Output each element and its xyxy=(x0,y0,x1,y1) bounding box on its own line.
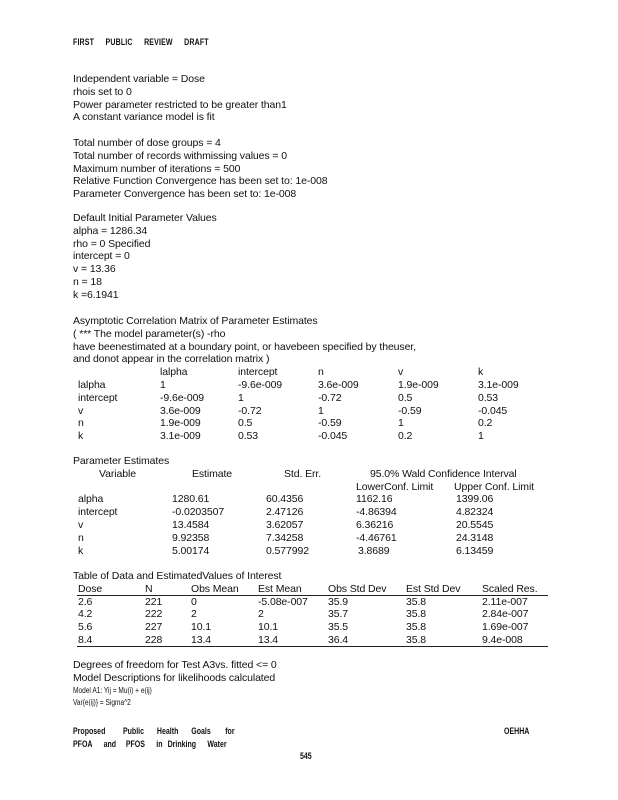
row-label: lalpha xyxy=(78,378,106,391)
cell: 3.6e-009 xyxy=(160,404,201,417)
section-title: Table of Data and EstimatedValues of Interest xyxy=(73,570,282,582)
section-title: Default Initial Parameter Values xyxy=(73,212,217,224)
text-line: rhois set to 0 xyxy=(73,85,132,98)
cell: 8.4 xyxy=(78,633,93,646)
text-line: Power parameter restricted to be greater than1 xyxy=(73,98,287,111)
cell: intercept xyxy=(78,506,118,519)
cell: -5.08e-007 xyxy=(258,595,308,608)
footer-word: Goals xyxy=(191,726,211,736)
estimates-header-row xyxy=(73,468,553,481)
matrix-header-row xyxy=(73,366,553,379)
note-line: ( *** The model parameter(s) -rho xyxy=(73,327,226,340)
cell: 0.2 xyxy=(478,417,493,430)
footer-right: OEHHA xyxy=(504,726,530,736)
text-line: A constant variance model is fit xyxy=(73,111,215,124)
estimate-row xyxy=(73,519,553,532)
table-rule xyxy=(77,646,548,647)
footer-word: Health xyxy=(156,726,179,736)
cell: 2 xyxy=(258,608,264,621)
cell: 13.4 xyxy=(191,633,212,646)
footer-left-line2 xyxy=(73,739,227,749)
cell: 4.82324 xyxy=(456,506,494,519)
matrix-row xyxy=(73,430,553,443)
matrix-row xyxy=(73,405,553,418)
cell: 35.8 xyxy=(406,633,427,646)
text-line: Relative Function Convergence has been set to: 1e-008 xyxy=(73,175,328,188)
table-row xyxy=(73,621,553,634)
row-label: n xyxy=(78,417,84,430)
table-row xyxy=(73,634,553,647)
cell: 3.6e-009 xyxy=(318,378,359,391)
row-label: v xyxy=(78,404,84,417)
text-line: intercept = 0 xyxy=(73,250,130,263)
equation-line: Var{e(ij)} = Sigma^2 xyxy=(73,698,131,707)
cell: 0.5 xyxy=(238,417,253,430)
cell: 9.4e-008 xyxy=(482,633,523,646)
header-word: FIRST xyxy=(73,37,95,47)
cell: 2.6 xyxy=(78,595,93,608)
col-header: N xyxy=(145,582,153,595)
cell: 1.9e-009 xyxy=(398,378,439,391)
col-header: Upper Conf. Limit xyxy=(454,480,534,493)
estimate-row xyxy=(73,545,553,558)
footer-word: PFOS xyxy=(125,739,145,749)
footer-word: Drinking xyxy=(167,739,197,749)
cell: 1 xyxy=(318,404,324,417)
footer-word: for xyxy=(225,726,235,736)
cell: 0.577992 xyxy=(266,544,309,557)
cell: -0.045 xyxy=(318,430,348,443)
footer-word: Public xyxy=(122,726,145,736)
table-row xyxy=(73,608,553,621)
cell: -0.59 xyxy=(318,417,342,430)
cell: 0.53 xyxy=(238,430,259,443)
header-word: PUBLIC xyxy=(105,37,133,47)
cell: 0 xyxy=(191,595,197,608)
col-header: Std. Err. xyxy=(284,467,322,480)
text-line: alpha = 1286.34 xyxy=(73,224,148,237)
col-header: Est Std Dev xyxy=(406,582,461,595)
cell: 4.2 xyxy=(78,608,93,621)
cell: 1 xyxy=(478,430,484,443)
cell: -9.6e-009 xyxy=(160,391,205,404)
cell: 2.84e-007 xyxy=(482,608,529,621)
cell: 0.5 xyxy=(398,391,413,404)
text-line: Maximum number of iterations = 500 xyxy=(73,162,241,175)
col-header: Scaled Res. xyxy=(482,582,538,595)
initial-values xyxy=(73,212,217,302)
col-header: Dose xyxy=(78,582,103,595)
cell: 1.69e-007 xyxy=(482,621,529,634)
cell: 1 xyxy=(160,378,166,391)
cell: 13.4584 xyxy=(172,518,210,531)
cell: 227 xyxy=(145,621,163,634)
text-line: Total number of records withmissing values = 0 xyxy=(73,149,287,162)
text-line: rho = 0 Specified xyxy=(73,237,151,250)
cell: 228 xyxy=(145,633,163,646)
cell: 1 xyxy=(238,391,244,404)
cell: 3.62057 xyxy=(266,518,304,531)
cell: 1280.61 xyxy=(172,493,210,506)
estimate-row xyxy=(73,532,553,545)
cell: 36.4 xyxy=(328,633,349,646)
col-header: 95.0% Wald Confidence Interval xyxy=(370,467,517,480)
footer-word: PFOA xyxy=(73,739,93,749)
note-line: and donot appear in the correlation matrix ) xyxy=(73,353,270,366)
cell: 35.5 xyxy=(328,621,349,634)
note-line: have beenestimated at a boundary point, or havebeen specified by theuser, xyxy=(73,340,416,353)
cell: 3.1e-009 xyxy=(160,430,201,443)
row-label: k xyxy=(78,430,84,443)
cell: -4.46761 xyxy=(356,531,397,544)
cell: 60.4356 xyxy=(266,493,304,506)
cell: 6.36216 xyxy=(356,518,394,531)
cell: 9.92358 xyxy=(172,531,210,544)
estimates-subheader-row xyxy=(73,481,553,494)
cell: 0.53 xyxy=(478,391,499,404)
model-info xyxy=(73,73,287,124)
cell: 1399.06 xyxy=(456,493,494,506)
footer-word: in xyxy=(156,739,163,749)
header-word: REVIEW xyxy=(144,37,173,47)
text-line: Model Descriptions for likelihoods calculated xyxy=(73,671,276,684)
text-line: n = 18 xyxy=(73,275,102,288)
cell: 1 xyxy=(398,417,404,430)
cell: 10.1 xyxy=(258,621,279,634)
cell: 35.8 xyxy=(406,595,427,608)
cell: 7.34258 xyxy=(266,531,304,544)
page-number: 545 xyxy=(300,751,312,761)
text-line: Parameter Convergence has been set to: 1e-008 xyxy=(73,188,297,201)
matrix-row xyxy=(73,379,553,392)
footer-left-line1 xyxy=(73,726,235,736)
cell: 221 xyxy=(145,595,163,608)
cell: 13.4 xyxy=(258,633,279,646)
cell: alpha xyxy=(78,493,104,506)
cell: 222 xyxy=(145,608,163,621)
model-equation xyxy=(73,686,152,710)
interest-header-row xyxy=(73,583,553,596)
correlation-section xyxy=(73,315,553,443)
row-label: intercept xyxy=(78,391,118,404)
footer-word: and xyxy=(103,739,117,749)
cell: -4.86394 xyxy=(356,506,397,519)
equation-line: Model A1: Yij = Mu(i) + e(ij) xyxy=(73,686,152,695)
cell: 10.1 xyxy=(191,621,212,634)
col-header: LowerConf. Limit xyxy=(356,480,434,493)
text-line: k =6.1941 xyxy=(73,288,119,301)
cell: 1162.16 xyxy=(356,493,393,506)
cell: -0.59 xyxy=(398,404,422,417)
cell: 35.7 xyxy=(328,608,349,621)
cell: -9.6e-009 xyxy=(238,378,283,391)
footer-word: Water xyxy=(207,739,227,749)
parameter-estimates xyxy=(73,455,553,557)
cell: 5.00174 xyxy=(172,544,210,557)
interest-table xyxy=(73,570,553,647)
cell: 5.6 xyxy=(78,621,93,634)
cell: -0.72 xyxy=(318,391,342,404)
estimate-row xyxy=(73,506,553,519)
cell: -0.045 xyxy=(478,404,508,417)
cell: 2.11e-007 xyxy=(482,595,528,608)
text-line: Independent variable = Dose xyxy=(73,73,205,85)
cell: k xyxy=(78,544,84,557)
cell: 1.9e-009 xyxy=(160,417,201,430)
estimate-row xyxy=(73,493,553,506)
matrix-col-header: lalpha xyxy=(160,366,188,379)
col-header: Obs Mean xyxy=(191,582,239,595)
cell: -0.0203507 xyxy=(172,506,225,519)
closing-section xyxy=(73,659,277,685)
table-row xyxy=(73,596,553,609)
cell: 0.2 xyxy=(398,430,413,443)
col-header: Obs Std Dev xyxy=(328,582,387,595)
cell: v xyxy=(78,518,84,531)
cell: 35.8 xyxy=(406,608,427,621)
cell: n xyxy=(78,531,84,544)
cell: 35.9 xyxy=(328,595,349,608)
cell: -0.72 xyxy=(238,404,262,417)
cell: 6.13459 xyxy=(456,544,494,557)
cell: 3.8689 xyxy=(358,544,390,557)
run-info xyxy=(73,137,327,201)
cell: 2 xyxy=(191,608,197,621)
cell: 24.3148 xyxy=(456,531,494,544)
matrix-row xyxy=(73,392,553,405)
section-title: Parameter Estimates xyxy=(73,455,170,467)
matrix-col-header: intercept xyxy=(238,366,278,379)
col-header: Est Mean xyxy=(258,582,302,595)
col-header: Variable xyxy=(99,467,136,480)
text-line: v = 13.36 xyxy=(73,263,116,276)
col-header: Estimate xyxy=(192,467,233,480)
header-word: DRAFT xyxy=(184,37,209,47)
matrix-col-header: n xyxy=(318,366,324,379)
cell: 3.1e-009 xyxy=(478,378,519,391)
matrix-col-header: v xyxy=(398,366,404,379)
matrix-col-header: k xyxy=(478,366,484,379)
draft-header xyxy=(73,37,209,47)
matrix-row xyxy=(73,417,553,430)
footer-word: Proposed xyxy=(73,726,106,736)
cell: 20.5545 xyxy=(456,518,494,531)
cell: 35.8 xyxy=(406,621,427,634)
text-line: Total number of dose groups = 4 xyxy=(73,137,221,149)
section-title: Asymptotic Correlation Matrix of Parameter Estimates xyxy=(73,315,318,327)
cell: 2.47126 xyxy=(266,506,304,519)
text-line: Degrees of freedom for Test A3vs. fitted <= 0 xyxy=(73,659,277,671)
